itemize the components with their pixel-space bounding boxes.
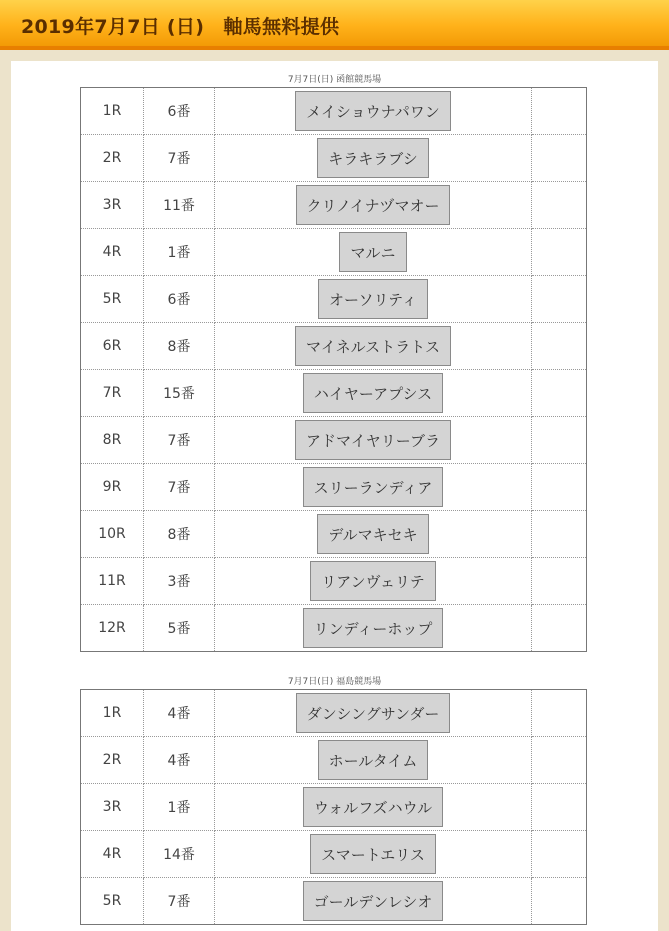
- table-row: [81, 737, 587, 784]
- race-table-fukushima: [80, 689, 587, 925]
- horse-name-cell: [215, 182, 532, 229]
- horse-number-cell: 14番: [144, 831, 215, 878]
- empty-cell: [532, 323, 587, 370]
- horse-name-cell: [215, 831, 532, 878]
- horse-number-cell: 7番: [144, 878, 215, 925]
- horse-name-button[interactable]: オーソリティ: [318, 279, 428, 319]
- horse-name-cell: [215, 737, 532, 784]
- table-row: [81, 135, 587, 182]
- horse-name-button[interactable]: スマートエリス: [310, 834, 436, 874]
- table-row: [81, 784, 587, 831]
- table-row: [81, 182, 587, 229]
- race-number-cell: 5R: [81, 878, 144, 925]
- empty-cell: [532, 229, 587, 276]
- race-number-cell: 6R: [81, 323, 144, 370]
- horse-number-cell: 4番: [144, 737, 215, 784]
- table-row: [81, 417, 587, 464]
- horse-name-cell: [215, 464, 532, 511]
- horse-name-cell: [215, 605, 532, 652]
- venue-caption-hakodate: 7月7日(日) 函館競馬場: [287, 75, 382, 85]
- horse-number-cell: 8番: [144, 323, 215, 370]
- empty-cell: [532, 690, 587, 737]
- race-number-cell: 12R: [81, 605, 144, 652]
- race-number-cell: 4R: [81, 229, 144, 276]
- table-row: [81, 690, 587, 737]
- horse-name-button[interactable]: ホールタイム: [318, 740, 429, 780]
- empty-cell: [532, 417, 587, 464]
- race-number-cell: 7R: [81, 370, 144, 417]
- empty-cell: [532, 784, 587, 831]
- horse-name-button[interactable]: ハイヤーアプシス: [303, 373, 443, 413]
- race-table-hakodate: [80, 87, 587, 652]
- empty-cell: [532, 88, 587, 135]
- horse-name-cell: [215, 690, 532, 737]
- horse-number-cell: 1番: [144, 784, 215, 831]
- empty-cell: [532, 276, 587, 323]
- horse-name-button[interactable]: デルマキセキ: [317, 514, 428, 554]
- empty-cell: [532, 464, 587, 511]
- empty-cell: [532, 182, 587, 229]
- horse-name-cell: [215, 370, 532, 417]
- horse-name-cell: [215, 784, 532, 831]
- race-number-cell: 2R: [81, 135, 144, 182]
- empty-cell: [532, 135, 587, 182]
- horse-name-button[interactable]: リンディーホップ: [303, 608, 444, 648]
- table-row: [81, 511, 587, 558]
- horse-number-cell: 7番: [144, 417, 215, 464]
- horse-name-button[interactable]: スリーランディア: [303, 467, 444, 507]
- empty-cell: [532, 605, 587, 652]
- horse-number-cell: 4番: [144, 690, 215, 737]
- race-number-cell: 9R: [81, 464, 144, 511]
- race-number-cell: 3R: [81, 182, 144, 229]
- empty-cell: [532, 878, 587, 925]
- table-row: [81, 464, 587, 511]
- horse-name-cell: [215, 323, 532, 370]
- horse-name-cell: [215, 135, 532, 182]
- horse-number-cell: 7番: [144, 464, 215, 511]
- race-number-cell: 11R: [81, 558, 144, 605]
- table-row: [81, 605, 587, 652]
- horse-number-cell: 3番: [144, 558, 215, 605]
- horse-name-cell: [215, 88, 532, 135]
- page-header: [0, 0, 669, 50]
- race-number-cell: 8R: [81, 417, 144, 464]
- race-number-cell: 3R: [81, 784, 144, 831]
- table-row: [81, 558, 587, 605]
- horse-name-button[interactable]: アドマイヤリーブラ: [295, 420, 451, 460]
- horse-name-button[interactable]: メイショウナパワン: [295, 91, 451, 131]
- page-title: 2019年7月7日 (日) 軸馬無料提供: [21, 16, 340, 38]
- empty-cell: [532, 831, 587, 878]
- table-row: [81, 323, 587, 370]
- horse-name-cell: [215, 276, 532, 323]
- horse-number-cell: 11番: [144, 182, 215, 229]
- horse-name-button[interactable]: ウォルフズハウル: [303, 787, 443, 827]
- table-row: [81, 276, 587, 323]
- horse-number-cell: 1番: [144, 229, 215, 276]
- horse-name-cell: [215, 229, 532, 276]
- table-row: [81, 88, 587, 135]
- horse-name-cell: [215, 878, 532, 925]
- empty-cell: [532, 558, 587, 605]
- race-number-cell: 1R: [81, 88, 144, 135]
- horse-name-cell: [215, 558, 532, 605]
- horse-name-button[interactable]: クリノイナヅマオー: [296, 185, 451, 225]
- table-row: [81, 831, 587, 878]
- horse-number-cell: 15番: [144, 370, 215, 417]
- empty-cell: [532, 511, 587, 558]
- horse-name-button[interactable]: キラキラブシ: [317, 138, 428, 178]
- horse-name-button[interactable]: マイネルストラトス: [295, 326, 451, 366]
- race-number-cell: 2R: [81, 737, 144, 784]
- horse-number-cell: 8番: [144, 511, 215, 558]
- race-number-cell: 4R: [81, 831, 144, 878]
- table-row: [81, 370, 587, 417]
- horse-name-button[interactable]: マルニ: [339, 232, 406, 272]
- horse-name-button[interactable]: リアンヴェリテ: [310, 561, 436, 601]
- horse-number-cell: 6番: [144, 276, 215, 323]
- horse-name-cell: [215, 511, 532, 558]
- table-row: [81, 878, 587, 925]
- race-number-cell: 1R: [81, 690, 144, 737]
- empty-cell: [532, 737, 587, 784]
- horse-name-button[interactable]: ゴールデンレシオ: [303, 881, 444, 921]
- horse-name-button[interactable]: ダンシングサンダー: [296, 693, 451, 733]
- table-row: [81, 229, 587, 276]
- race-number-cell: 5R: [81, 276, 144, 323]
- horse-number-cell: 7番: [144, 135, 215, 182]
- race-number-cell: 10R: [81, 511, 144, 558]
- venue-caption-fukushima: 7月7日(日) 福島競馬場: [287, 677, 382, 687]
- horse-number-cell: 6番: [144, 88, 215, 135]
- empty-cell: [532, 370, 587, 417]
- horse-number-cell: 5番: [144, 605, 215, 652]
- horse-name-cell: [215, 417, 532, 464]
